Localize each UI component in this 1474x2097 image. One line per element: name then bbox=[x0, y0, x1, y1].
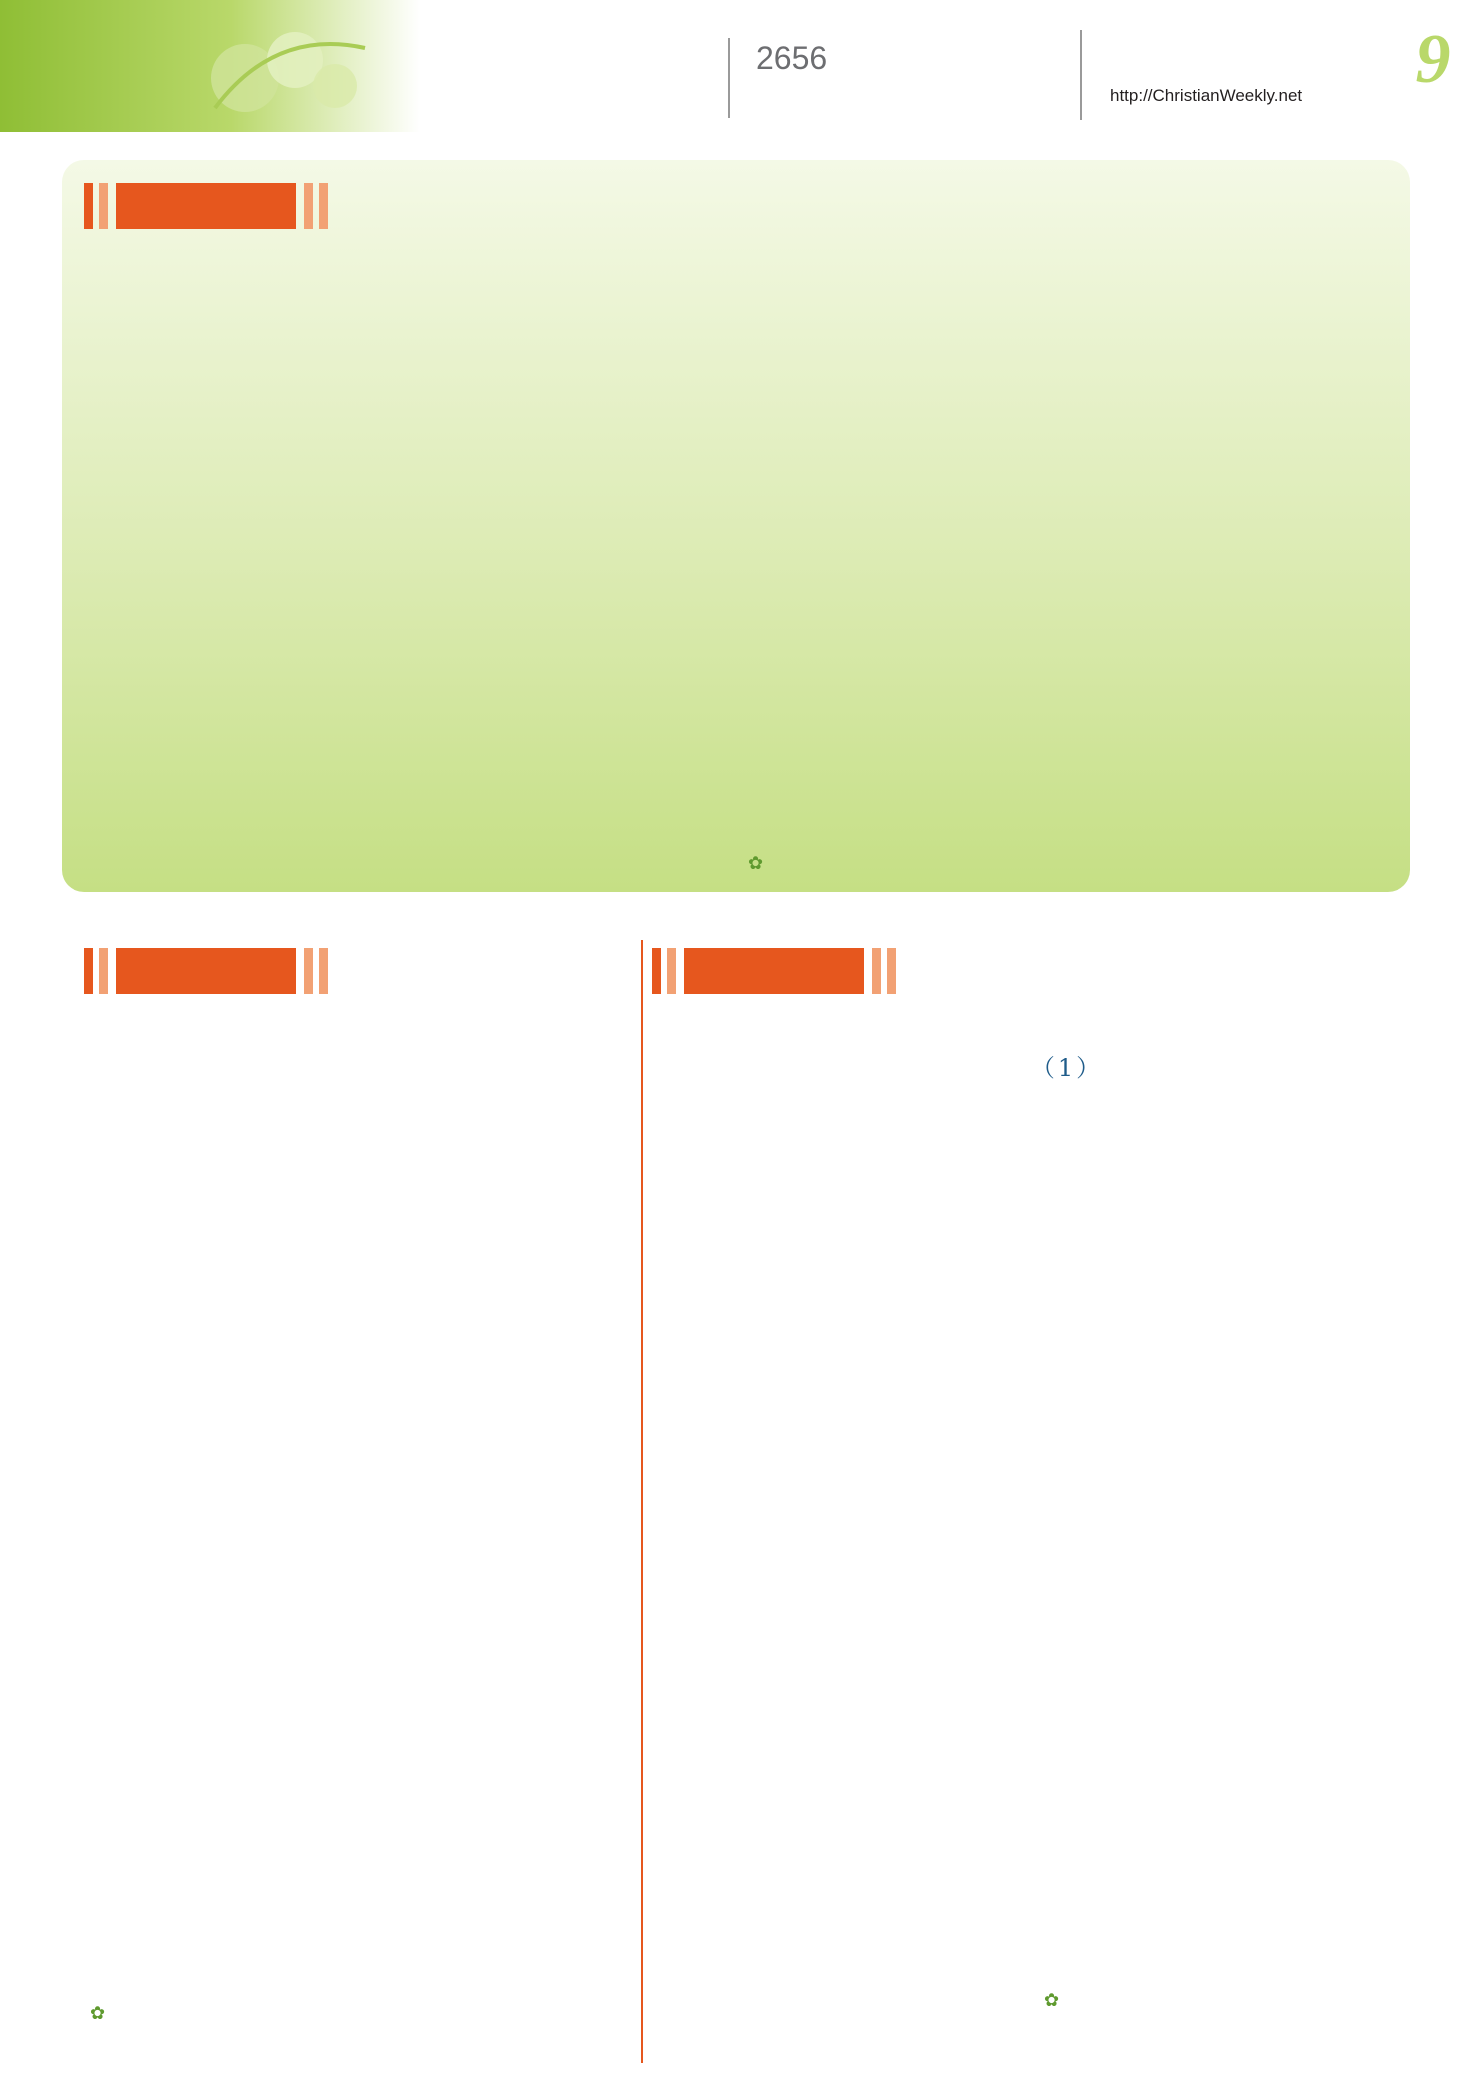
badge-bars-left bbox=[84, 183, 108, 229]
badge-bars-left bbox=[84, 948, 108, 994]
article-3-paragraph bbox=[1040, 1334, 1380, 1365]
article-3-paragraph bbox=[1040, 1489, 1380, 1520]
article-1-paragraph bbox=[744, 445, 1328, 476]
sprout-icon: ✿ bbox=[1044, 1990, 1060, 2011]
article-1-paragraph bbox=[744, 631, 1328, 662]
article-1-paragraph bbox=[744, 848, 1328, 879]
article-1-paragraph bbox=[744, 755, 1328, 786]
badge-bars-left bbox=[652, 948, 676, 994]
article-2-paragraph bbox=[86, 1812, 594, 1843]
article-3-subheading bbox=[1040, 1112, 1380, 1142]
article-3-paragraph bbox=[1040, 1799, 1380, 1830]
section-label-2 bbox=[116, 948, 296, 994]
section-label-1 bbox=[116, 183, 296, 229]
article-1-paragraph bbox=[744, 352, 1328, 383]
article-2-paragraph bbox=[86, 1719, 594, 1750]
article-3-paragraph bbox=[676, 1484, 1016, 1515]
article-3-paragraph bbox=[1040, 1582, 1380, 1613]
article-3-paragraph bbox=[676, 1887, 1016, 1918]
article-3-paragraph bbox=[1040, 1923, 1380, 1954]
article-2-paragraph bbox=[86, 1781, 594, 1812]
article-3-paragraph bbox=[1040, 1954, 1380, 1985]
article-3-paragraph bbox=[1040, 1830, 1380, 1861]
article-3-paragraph bbox=[1040, 1861, 1380, 1892]
article-3-paragraph bbox=[676, 1422, 1016, 1453]
article-3-paragraph bbox=[676, 1949, 1016, 1980]
article-2-paragraph bbox=[86, 1254, 594, 1285]
article-2-paragraph bbox=[86, 1471, 594, 1502]
article-2-paragraph bbox=[86, 1347, 594, 1378]
article-3-paragraph bbox=[1040, 1737, 1380, 1768]
issue-info bbox=[728, 38, 1068, 118]
article-3-paragraph bbox=[676, 1360, 1016, 1391]
section-badge-1 bbox=[84, 180, 422, 232]
article-3-paragraph bbox=[1040, 1985, 1380, 2016]
section-badge-3 bbox=[652, 945, 990, 997]
article-2-paragraph bbox=[86, 1657, 594, 1688]
article-2-paragraph bbox=[86, 1285, 594, 1316]
section-label-3 bbox=[684, 948, 864, 994]
article-3-left-column bbox=[676, 1112, 1016, 2060]
article-3-paragraph bbox=[676, 1732, 1016, 1763]
article-3-paragraph bbox=[676, 1453, 1016, 1484]
article-3-paragraph bbox=[676, 1391, 1016, 1422]
section-character bbox=[22, 14, 132, 134]
article-3-right-column bbox=[1040, 1112, 1380, 2060]
article-1-paragraph bbox=[744, 662, 1328, 693]
article-3-paragraph bbox=[1040, 1179, 1380, 1210]
article-3-paragraph bbox=[676, 1794, 1016, 1825]
article-3-paragraph bbox=[1040, 1210, 1380, 1241]
drop-cap-3 bbox=[676, 1114, 756, 1198]
article-1-title bbox=[200, 262, 1274, 332]
article-2-paragraph bbox=[86, 1223, 594, 1254]
article-2-paragraph bbox=[86, 1967, 594, 1998]
drop-cap-2 bbox=[86, 1132, 166, 1216]
article-1-paragraph bbox=[744, 476, 1328, 507]
article-3-paragraph bbox=[1040, 1613, 1380, 1644]
article-2-paragraph bbox=[86, 1998, 594, 2029]
article-3-paragraph bbox=[676, 1763, 1016, 1794]
article-3-paragraph bbox=[1040, 1551, 1380, 1582]
article-3-paragraph bbox=[676, 1825, 1016, 1856]
article-1-paragraph bbox=[744, 724, 1328, 755]
article-3-paragraph bbox=[676, 1918, 1016, 1949]
article-2-paragraph bbox=[86, 1564, 594, 1595]
article-3-paragraph bbox=[676, 1980, 1016, 2011]
article-2-paragraph bbox=[86, 1843, 594, 1874]
article-3-paragraph bbox=[676, 1577, 1016, 1608]
sprout-icon: ✿ bbox=[748, 853, 764, 874]
article-3-paragraph bbox=[676, 1267, 1016, 1298]
badge-bars-right bbox=[304, 183, 328, 229]
article-1-paragraph bbox=[744, 569, 1328, 600]
masthead-title bbox=[1110, 30, 1400, 84]
article-1-paragraph bbox=[744, 538, 1328, 569]
leaf-decoration-icon bbox=[185, 8, 395, 128]
article-2-paragraph bbox=[86, 1595, 594, 1626]
badge-bars-right bbox=[872, 948, 896, 994]
article-3-paragraph bbox=[676, 1546, 1016, 1577]
article-2-paragraph bbox=[86, 1688, 594, 1719]
article-3-paragraph bbox=[1040, 1892, 1380, 1923]
column-divider bbox=[641, 940, 643, 2063]
article-2-paragraph bbox=[86, 1533, 594, 1564]
article-3-paragraph bbox=[676, 1608, 1016, 1639]
article-1-intro bbox=[146, 352, 724, 383]
article-2-paragraph bbox=[86, 1936, 594, 1967]
section-badge-2 bbox=[84, 945, 422, 997]
page-header bbox=[0, 0, 1474, 160]
article-1-paragraph bbox=[744, 414, 1328, 445]
article-3-paragraph bbox=[676, 1329, 1016, 1360]
article-3-paragraph bbox=[676, 1205, 1016, 1236]
article-1-paragraph bbox=[744, 600, 1328, 631]
badge-bars-right bbox=[304, 948, 328, 994]
issue-number: 2656 bbox=[756, 40, 828, 76]
sprout-icon: ✿ bbox=[90, 2003, 106, 2024]
article-3-paragraph bbox=[1040, 1768, 1380, 1799]
article-3-paragraph bbox=[1040, 1644, 1380, 1675]
article-3-paragraph bbox=[676, 1236, 1016, 1267]
article-2-title bbox=[126, 1040, 580, 1104]
article-1-paragraph bbox=[744, 383, 1328, 414]
article-2-paragraph bbox=[86, 1750, 594, 1781]
article-3-paragraph bbox=[676, 1298, 1016, 1329]
article-2-paragraph bbox=[86, 1409, 594, 1440]
article-2-paragraph bbox=[86, 1874, 594, 1905]
article-3-part: （1） bbox=[1030, 1054, 1104, 1082]
article-3-paragraph bbox=[676, 1670, 1016, 1701]
masthead bbox=[1080, 30, 1400, 120]
article-1-paragraph bbox=[744, 786, 1328, 817]
masthead-url[interactable]: http://ChristianWeekly.net bbox=[1110, 86, 1303, 105]
article-3-title-block bbox=[680, 1030, 1440, 1094]
article-2-body bbox=[86, 1130, 594, 2060]
article-2-paragraph bbox=[86, 1626, 594, 1657]
article-2-paragraph bbox=[86, 1502, 594, 1533]
issue-date bbox=[756, 84, 1068, 114]
article-3-paragraph bbox=[1040, 1303, 1380, 1334]
article-1-paragraph bbox=[744, 817, 1328, 848]
page-number: 9 bbox=[1415, 21, 1451, 98]
drop-cap-1 bbox=[146, 354, 226, 438]
article-2-paragraph bbox=[86, 1440, 594, 1471]
article-1-paragraph bbox=[744, 693, 1328, 724]
article-3-paragraph bbox=[676, 1701, 1016, 1732]
article-3-paragraph bbox=[676, 2011, 1016, 2042]
article-2-paragraph bbox=[86, 1905, 594, 1936]
article-2-paragraph bbox=[86, 1316, 594, 1347]
article-2-paragraph bbox=[86, 1378, 594, 1409]
article-3-paragraph bbox=[1040, 1458, 1380, 1489]
issue-line bbox=[756, 38, 1068, 78]
article-3-paragraph bbox=[1040, 1365, 1380, 1396]
article-3-paragraph bbox=[1040, 1272, 1380, 1303]
article-3-paragraph bbox=[1040, 1148, 1380, 1179]
article-3-paragraph bbox=[1040, 1520, 1380, 1551]
article-3-paragraph bbox=[1040, 1396, 1380, 1427]
article-1-paragraph bbox=[146, 383, 724, 414]
article-3-paragraph bbox=[1040, 1706, 1380, 1737]
article-3-paragraph bbox=[676, 1515, 1016, 1546]
article-3-paragraph bbox=[1040, 1427, 1380, 1458]
article-3-paragraph bbox=[1040, 1241, 1380, 1272]
article-3-paragraph bbox=[1040, 1675, 1380, 1706]
article-1-paragraph bbox=[146, 414, 724, 445]
article-1-right-column bbox=[744, 352, 1328, 874]
article-3-paragraph bbox=[676, 1856, 1016, 1887]
article-3-paragraph bbox=[676, 1639, 1016, 1670]
article-1-paragraph bbox=[744, 507, 1328, 538]
article-1-left-column bbox=[146, 352, 724, 838]
